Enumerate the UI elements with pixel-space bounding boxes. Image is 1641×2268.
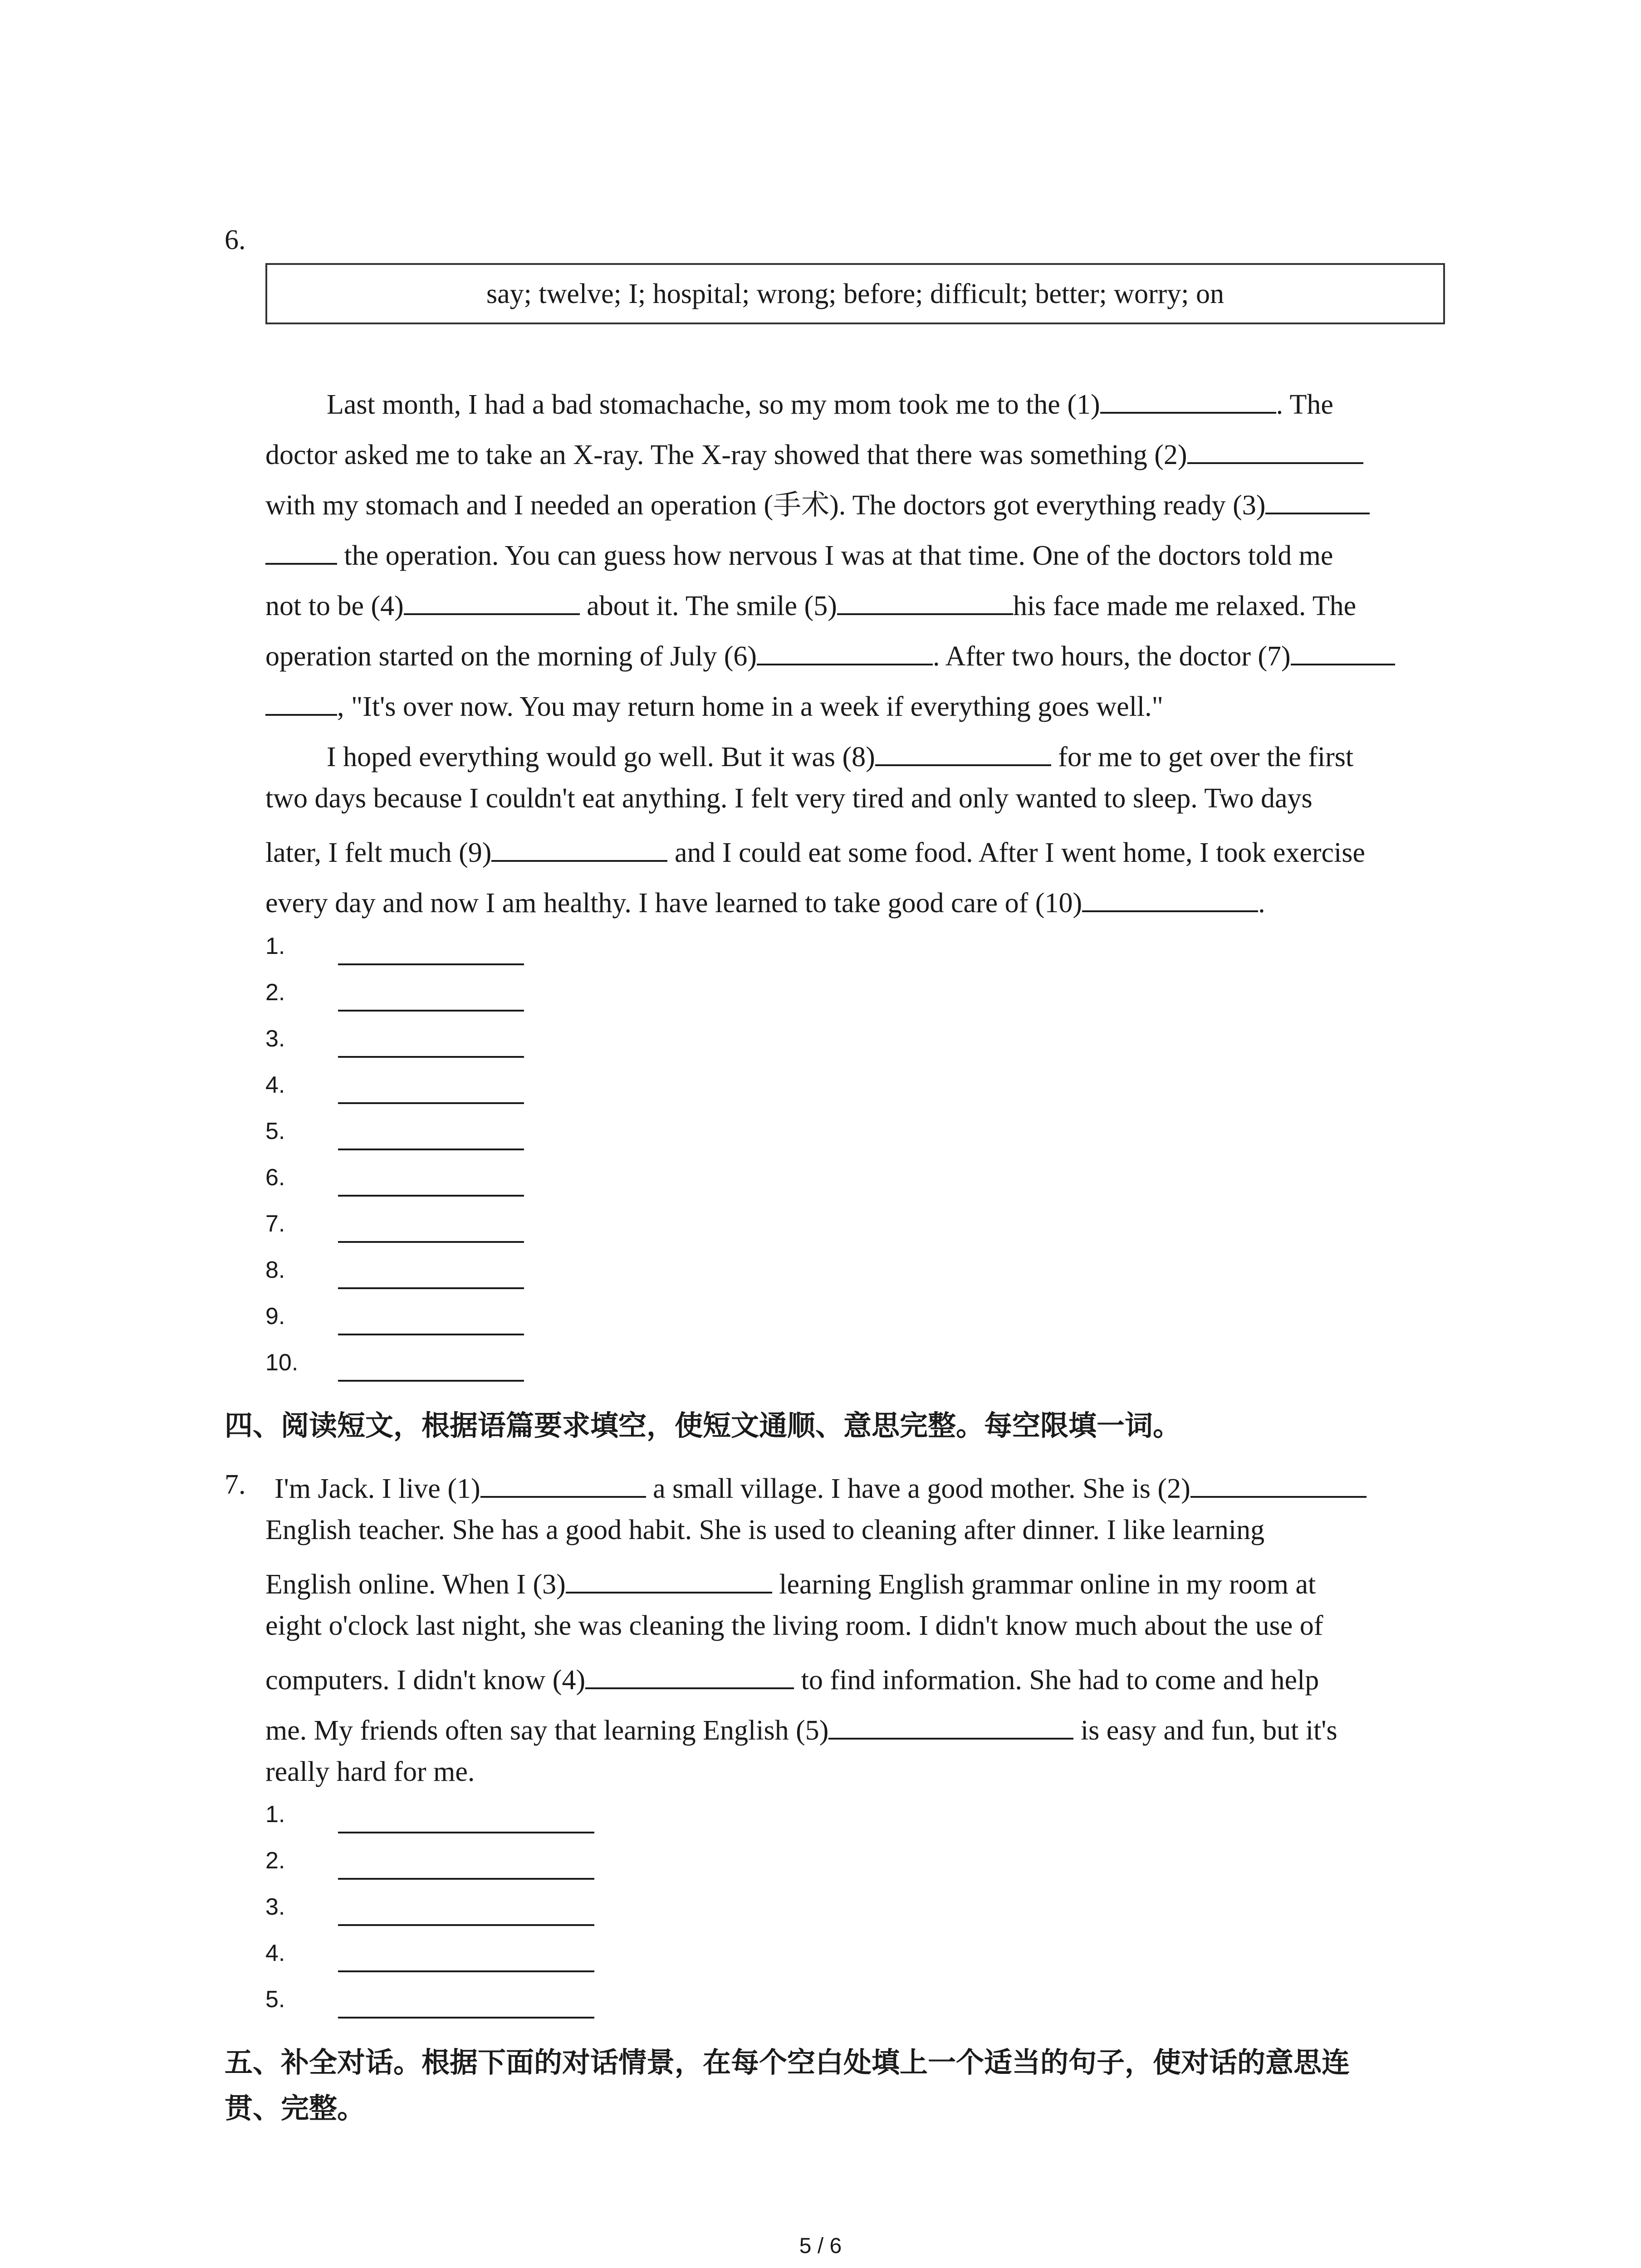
answer-label: 9. [265,1303,285,1330]
answer-label: 1. [265,933,285,959]
passage-line [265,835,1365,867]
q7-blank-4[interactable] [585,1662,794,1689]
passage-text: eight o'clock last night, she was cleaning the living room. I didn't know much about the use of [265,1610,1323,1641]
passage-text: , "It's over now. You may return home in a week if everything goes well." [337,691,1163,722]
passage-line [265,1566,1316,1598]
page-number: 5 / 6 [799,2234,842,2258]
passage-text: English online. When I (3) [265,1569,566,1600]
answer-label: 1. [265,1801,285,1828]
passage-text: not to be (4) [265,591,404,621]
passage-text: . [1258,888,1265,919]
passage-text: about it. The smile (5) [587,591,837,621]
passage-line [265,689,1163,721]
passage-text: operation started on the morning of July (6) [265,641,757,672]
passage-text: is easy and fun, but it's [1080,1715,1337,1746]
q7-blank-3[interactable] [566,1566,772,1593]
section-heading-continued: 贯、完整。 [225,2092,366,2125]
question-number: 6. [225,225,246,255]
passage-line [265,588,1356,620]
answer-line[interactable] [338,2017,594,2019]
passage-text: the operation. You can guess how nervous I was at that time. One of the doctors told me [344,540,1333,571]
answer-line[interactable] [338,1380,524,1382]
answer-label: 8. [265,1257,285,1283]
passage-text: two days because I couldn't eat anything. I felt very tired and only wanted to sleep. Two days [265,783,1313,814]
blank-1[interactable] [1100,386,1276,414]
passage-text: for me to get over the first [1058,742,1354,772]
passage-line [265,487,1370,519]
passage-text: with my stomach and I needed an operation (手术). The doctors got everything ready (3) [265,490,1266,521]
answer-label: 4. [265,1940,285,1966]
passage-text: computers. I didn't know (4) [265,1665,586,1696]
answer-line[interactable] [338,1878,594,1880]
answer-label: 5. [265,1986,285,2013]
passage-text: I'm Jack. I live (1) [274,1473,480,1504]
blank-7a[interactable] [1291,638,1395,665]
passage-text: . The [1276,389,1333,420]
answer-label: 7. [265,1211,285,1237]
answer-line[interactable] [338,1149,524,1150]
q7-blank-1[interactable] [480,1471,646,1498]
blank-6[interactable] [757,638,933,665]
passage-text: every day and now I am healthy. I have learned to take good care of (10) [265,888,1083,919]
blank-2[interactable] [1187,437,1363,464]
answer-label: 2. [265,1848,285,1874]
passage-text: doctor asked me to take an X-ray. The X-ray showed that there was something (2) [265,440,1187,470]
section-heading: 四、阅读短文，根据语篇要求填空，使短文通顺、意思完整。每空限填一词。 [225,1409,1181,1442]
passage-line [265,638,1395,670]
passage-text: learning English grammar online in my room at [779,1569,1316,1600]
answer-line[interactable] [338,963,524,965]
blank-4[interactable] [404,588,580,615]
passage-line [265,1758,475,1786]
passage-text: me. My friends often say that learning English (5) [265,1715,829,1746]
section-heading: 五、补全对话。根据下面的对话情景，在每个空白处填上一个适当的句子，使对话的意思连 [225,2046,1350,2079]
answer-line[interactable] [338,1287,524,1289]
blank-10[interactable] [1082,885,1258,912]
answer-label: 6. [265,1164,285,1191]
passage-text: I hoped everything would go well. But it was (8) [327,742,875,772]
passage-text: really hard for me. [265,1756,475,1787]
passage-line [327,739,1353,771]
answer-label: 3. [265,1894,285,1920]
answer-label: 2. [265,979,285,1006]
passage-text: and I could eat some food. After I went home, I took exercise [674,837,1365,868]
blank-3b[interactable] [265,538,337,565]
answer-label: 5. [265,1118,285,1144]
passage-text: his face made me relaxed. The [1013,591,1357,621]
passage-text: a small village. I have a good mother. She is (2) [653,1473,1190,1504]
answer-label: 10. [265,1349,299,1376]
answer-line[interactable] [338,1010,524,1012]
passage-line [265,1712,1337,1745]
answer-line[interactable] [338,1832,594,1833]
answer-line[interactable] [338,1970,594,1972]
passage-line [265,1516,1264,1544]
blank-5[interactable] [837,588,1013,615]
q7-blank-2[interactable] [1190,1471,1367,1498]
passage-line [265,784,1313,812]
word-bank-text: say; twelve; I; hospital; wrong; before; difficult; better; worry; on [486,278,1224,309]
answer-line[interactable] [338,1241,524,1243]
answer-label: 3. [265,1026,285,1052]
question-number: 7. [225,1469,246,1500]
answer-line[interactable] [338,1102,524,1104]
answer-label: 4. [265,1072,285,1098]
answer-line[interactable] [338,1924,594,1926]
blank-9[interactable] [491,835,667,862]
answer-line[interactable] [338,1334,524,1335]
answer-line[interactable] [338,1195,524,1197]
passage-line [274,1471,1367,1503]
answer-line[interactable] [338,1056,524,1058]
passage-line [265,538,1333,570]
passage-line [265,1612,1323,1640]
blank-7b[interactable] [265,689,337,716]
passage-text: Last month, I had a bad stomachache, so my mom took me to the (1) [327,389,1100,420]
passage-text: to find information. She had to come and help [801,1665,1319,1696]
passage-line [265,437,1363,469]
blank-3a[interactable] [1265,487,1370,514]
passage-text: . After two hours, the doctor (7) [933,641,1291,672]
blank-8[interactable] [875,739,1051,766]
passage-line [265,1662,1319,1694]
passage-text: English teacher. She has a good habit. She is used to cleaning after dinner. I like learning [265,1515,1265,1545]
q7-blank-5[interactable] [828,1712,1073,1740]
word-bank-box [265,263,1445,324]
passage-line [265,885,1265,917]
passage-text: later, I felt much (9) [265,837,492,868]
passage-line [327,386,1333,419]
